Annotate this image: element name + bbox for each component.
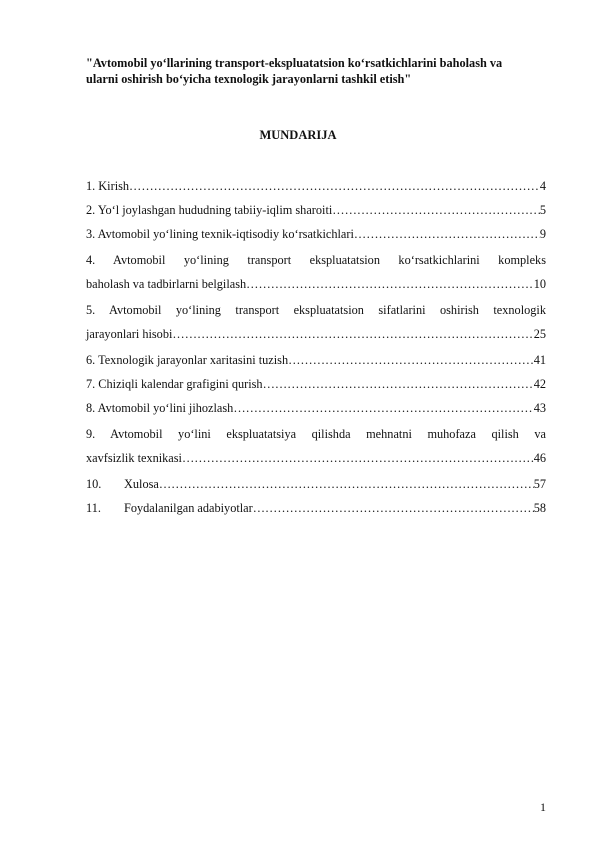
toc-entry-4 [86, 252, 546, 292]
toc-entry-text: 8. Avtomobil yo‘lini jihozlash [86, 401, 234, 415]
toc-page-number: 9 [539, 227, 546, 241]
toc-entry-text: 2. Yo‘l joylashgan hududning tabiiy-iqlim sharoiti [86, 203, 333, 217]
toc-entry-text: jarayonlari hisobi [86, 327, 173, 341]
toc-entry-9 [86, 426, 546, 466]
toc-entry-text: 3. Avtomobil yo‘lining texnik-iqtisodiy ko‘rsatkichlari [86, 227, 354, 241]
toc-entry-8 [86, 400, 546, 416]
toc-heading: MUNDARIJA [259, 128, 337, 142]
toc-entry-11 [86, 500, 546, 516]
toc-entry-2 [86, 202, 546, 218]
toc-page-number: 5 [539, 203, 546, 217]
toc-entry-7 [86, 376, 546, 392]
toc-page-number: 57 [533, 477, 546, 491]
toc-page-number: 58 [533, 501, 546, 515]
toc-leader [354, 226, 540, 242]
toc-leader [332, 202, 540, 218]
toc-leader [233, 400, 533, 416]
toc-entry-3 [86, 226, 546, 242]
toc-leader [159, 476, 534, 492]
toc-page-number: 41 [533, 353, 546, 367]
toc-page-number: 10 [533, 277, 546, 291]
toc-leader [263, 376, 534, 392]
toc-page-number: 25 [533, 327, 546, 341]
toc-entry-text: baholash va tadbirlarni belgilash [86, 277, 247, 291]
toc-entry-number: 11. [86, 501, 101, 515]
document-title: "Avtomobil yo‘llarining transport-ekspluatatsion ko‘rsatkichlarini baholash va ularni oshirish bo‘yicha texnologik jarayonlarni tashkil etish" [86, 56, 503, 86]
toc-entry-text: 7. Chiziqli kalendar grafigini qurish [86, 377, 263, 391]
toc-entry-text: xavfsizlik texnikasi [86, 451, 182, 465]
toc-leader [253, 500, 534, 516]
toc-leader [182, 450, 534, 466]
toc-page-number: 4 [539, 179, 546, 193]
toc-leader [172, 326, 533, 342]
toc-entry-text: Xulosa [124, 477, 159, 491]
toc-entry-line1: 9. Avtomobil yo‘lini ekspluatatsiya qilishda mehnatni muhofaza qilish va [86, 427, 546, 441]
toc-entry-6 [86, 352, 546, 368]
toc-entry-line1: 4. Avtomobil yo‘lining transport ekspluatatsion ko‘rsatkichlarini kompleks [86, 253, 546, 267]
toc-entry-text: 1. Kirish [86, 179, 130, 193]
toc-page-number: 46 [533, 451, 546, 465]
toc-leader [246, 276, 534, 292]
toc-entry-line1: 5. Avtomobil yo‘lining transport ekspluatatsion sifatlarini oshirish texnologik [86, 303, 546, 317]
toc-page-number: 43 [533, 401, 546, 415]
toc-entry-text: Foydalanilgan adabiyotlar [124, 501, 253, 515]
toc-entry-1 [86, 178, 546, 194]
toc-leader [288, 352, 534, 368]
page-number: 1 [540, 800, 546, 814]
toc-entry-text: 6. Texnologik jarayonlar xaritasini tuzish [86, 353, 289, 367]
toc-entry-10 [86, 476, 546, 492]
toc-entry-number: 10. [86, 477, 102, 491]
toc-leader [129, 178, 540, 194]
toc-entry-5 [86, 302, 546, 342]
toc-page-number: 42 [533, 377, 546, 391]
